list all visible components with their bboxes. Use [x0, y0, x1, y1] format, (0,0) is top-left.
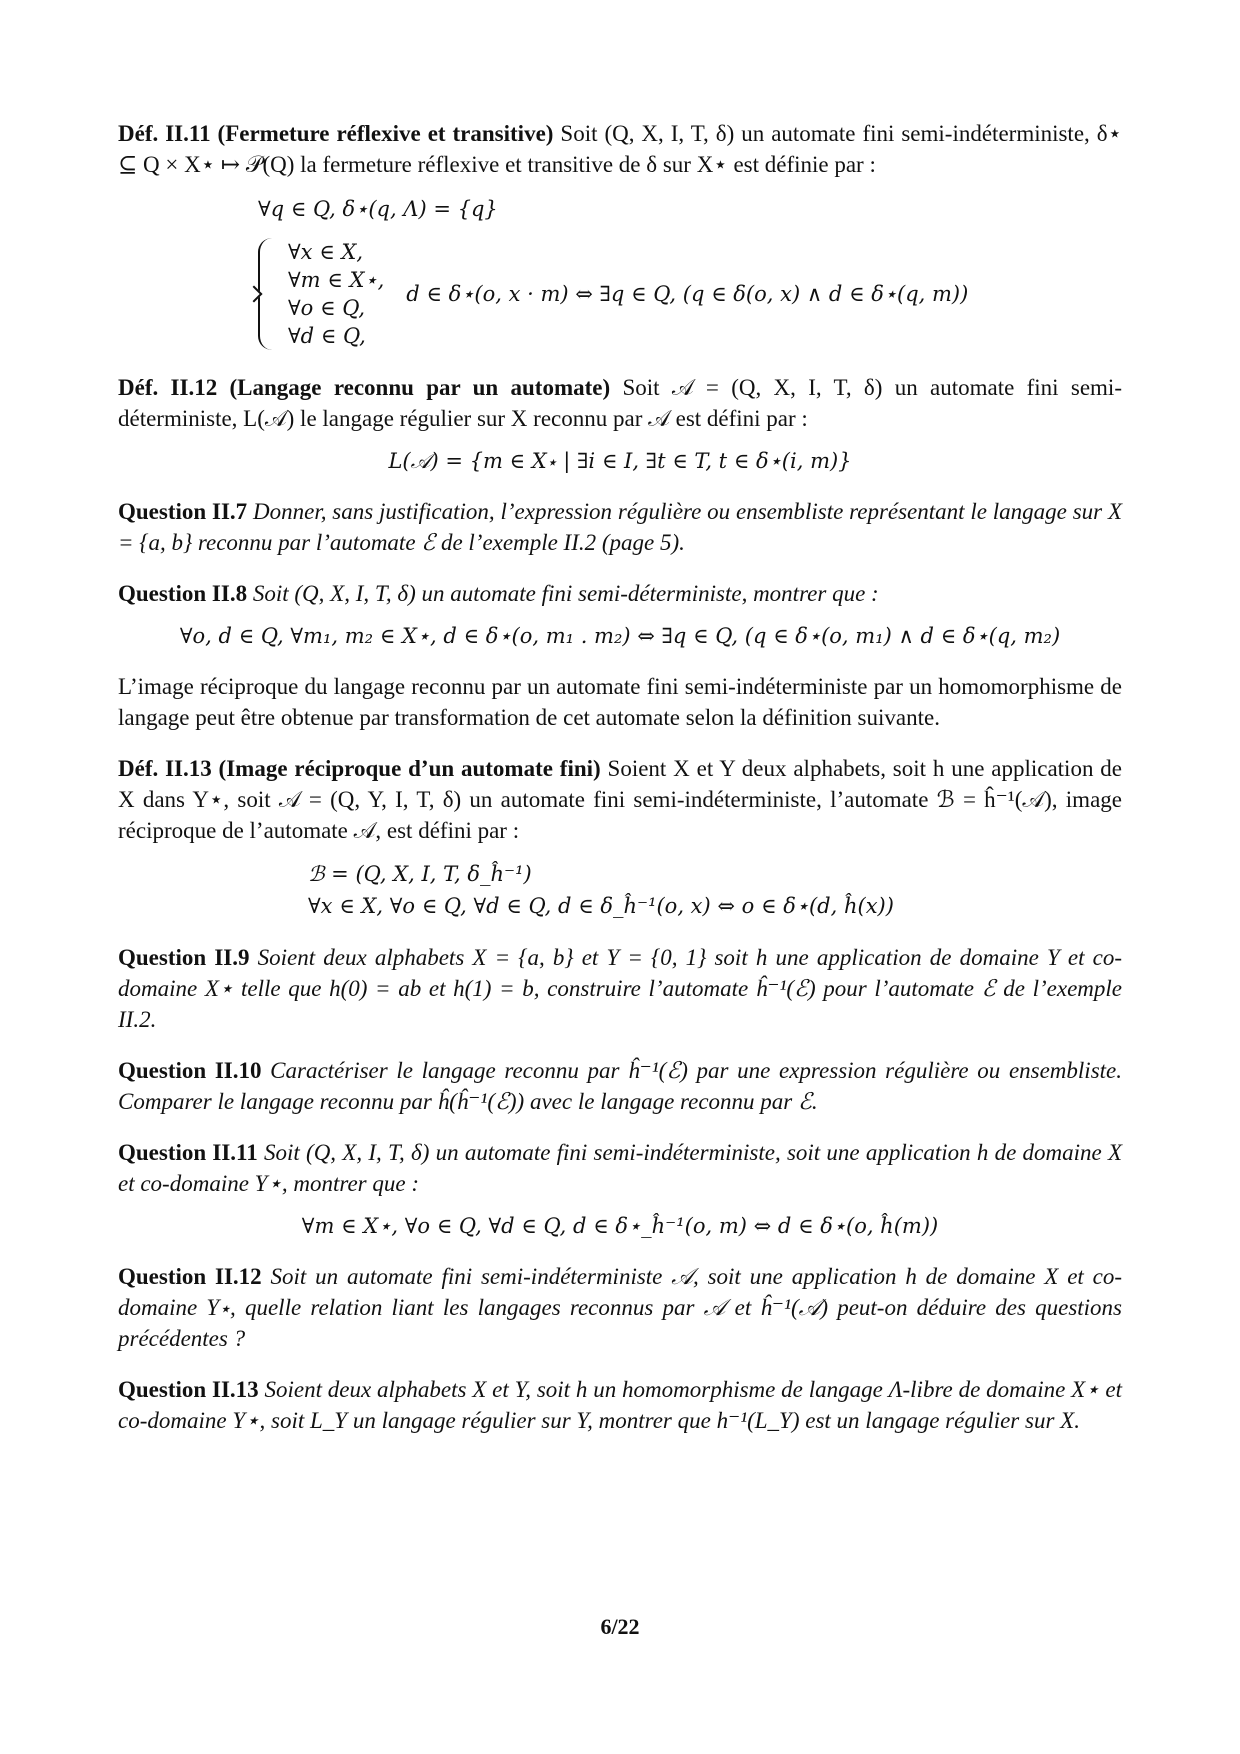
definition-II-13 [118, 753, 1122, 922]
question-text: Soit (Q, X, I, T, δ) un automate fini semi-déterministe, montrer que : [252, 581, 879, 606]
equation: ∀m ∈ X⋆, ∀o ∈ Q, ∀d ∈ Q, d ∈ δ⋆_ĥ⁻¹(o, m) ⇔ d ∈ δ⋆(o, ĥ(m)) [301, 1214, 939, 1238]
definition-II-11 [118, 118, 1122, 350]
equation: L(𝒜) = {m ∈ X⋆ | ∃i ∈ I, ∃t ∈ T, t ∈ δ⋆(i, m)} [388, 449, 852, 473]
question-II-9 [118, 942, 1122, 1035]
definition-label: Déf. II.13 (Image réciproque d’un automate fini) [118, 756, 601, 781]
question-text: Donner, sans justification, l’expression régulière ou ensembliste représentant le langage sur X = {a, b} reconnu par l’automate ℰ de l’exemple II.2 (page 5). [118, 499, 1122, 555]
question-text: Soit (Q, X, I, T, δ) un automate fini semi-indéterministe, soit une application h de domaine X et co-domaine Y⋆, montrer que : [118, 1140, 1122, 1196]
question-label: Question II.11 [118, 1140, 258, 1165]
definition-II-12 [118, 372, 1122, 476]
definition-text: Soit (Q, X, I, T, δ) un automate fini semi-indéterministe, δ⋆ ⊆ Q × X⋆ ↦ 𝒫(Q) la fermeture réflexive et transitive de δ sur X⋆ est définie par : [118, 121, 1122, 177]
question-label: Question II.9 [118, 945, 250, 970]
equation: d ∈ δ⋆(o, x · m) ⇔ ∃q ∈ Q, (q ∈ δ(o, x) ∧ d ∈ δ⋆(q, m)) [406, 282, 969, 306]
question-text: Soient deux alphabets X = {a, b} et Y = {0, 1} soit h une application de domaine Y et co-domaine X⋆ telle que h(0) = ab et h(1) = b, construire l’automate ĥ⁻¹(ℰ) pour l’automate ℰ de l’exemple II.2. [118, 945, 1123, 1032]
question-II-7 [118, 496, 1122, 558]
question-II-8 [118, 578, 1122, 651]
definition-label: Déf. II.12 (Langage reconnu par un automate) [118, 375, 611, 400]
question-label: Question II.7 [118, 499, 248, 524]
equation: ∀o, d ∈ Q, ∀m₁, m₂ ∈ X⋆, d ∈ δ⋆(o, m₁ . m₂) ⇔ ∃q ∈ Q, (q ∈ δ⋆(o, m₁) ∧ d ∈ δ⋆(q, m₂) [179, 624, 1061, 648]
quantifier-line: ∀m ∈ X⋆, [288, 268, 385, 292]
definition-label: Déf. II.11 (Fermeture réflexive et transitive) [118, 121, 554, 146]
page-number: 6/22 [600, 1614, 640, 1639]
quantifier-line: ∀x ∈ X, [288, 240, 364, 264]
question-label: Question II.13 [118, 1377, 259, 1402]
definition-text: Soient X et Y deux alphabets, soit h une application de X dans Y⋆, soit 𝒜 = (Q, Y, I, T, δ) un automate fini semi-indéterministe, l’automate ℬ = ĥ⁻¹(𝒜), image réciproque de l’automate 𝒜, est défini par : [118, 756, 1122, 843]
question-II-13 [118, 1374, 1122, 1436]
question-II-11 [118, 1137, 1122, 1241]
quantifier-list [288, 238, 384, 350]
paragraph: L’image réciproque du langage reconnu par un automate fini semi-indéterministe par un homomorphisme de langage peut être obtenue par transformation de cet automate selon la définition suivante. [118, 674, 1122, 730]
quantifier-line: ∀d ∈ Q, [288, 324, 366, 348]
question-label: Question II.10 [118, 1058, 262, 1083]
question-label: Question II.8 [118, 581, 248, 606]
equation: ℬ = (Q, X, I, T, δ_ĥ⁻¹) [308, 862, 532, 886]
question-text: Soit un automate fini semi-indéterministe 𝒜, soit une application h de domaine X et co-domaine Y⋆, quelle relation liant les langages reconnus par 𝒜 et ĥ⁻¹(𝒜) peut-on déduire des questions précédentes ? [118, 1264, 1123, 1351]
equation-system [258, 238, 1122, 350]
question-text: Soient deux alphabets X et Y, soit h un homomorphisme de langage Λ-libre de domaine X⋆ et co-domaine Y⋆, soit L_Y un langage régulier sur Y, montrer que h⁻¹(L_Y) est un langage régulier sur X. [118, 1377, 1122, 1433]
question-II-10 [118, 1055, 1122, 1117]
question-II-12 [118, 1261, 1122, 1354]
equation-block [308, 858, 1122, 922]
quantifier-line: ∀o ∈ Q, [288, 296, 366, 320]
equation: ∀x ∈ X, ∀o ∈ Q, ∀d ∈ Q, d ∈ δ_ĥ⁻¹(o, x) ⇔ o ∈ δ⋆(d, ĥ(x)) [308, 894, 894, 918]
question-label: Question II.12 [118, 1264, 262, 1289]
equation: ∀q ∈ Q, δ⋆(q, Λ) = {q} [258, 197, 498, 221]
question-text: Caractériser le langage reconnu par ĥ⁻¹(ℰ) par une expression régulière ou ensembliste. Comparer le langage reconnu par ĥ(ĥ⁻¹(ℰ)) avec le langage reconnu par ℰ. [118, 1058, 1122, 1114]
definition-text: Soit 𝒜 = (Q, X, I, T, δ) un automate fini semi-déterministe, L(𝒜) le langage régulier sur X reconnu par 𝒜 est défini par : [118, 375, 1122, 431]
left-brace-icon [258, 238, 278, 350]
page-content [118, 118, 1122, 1456]
